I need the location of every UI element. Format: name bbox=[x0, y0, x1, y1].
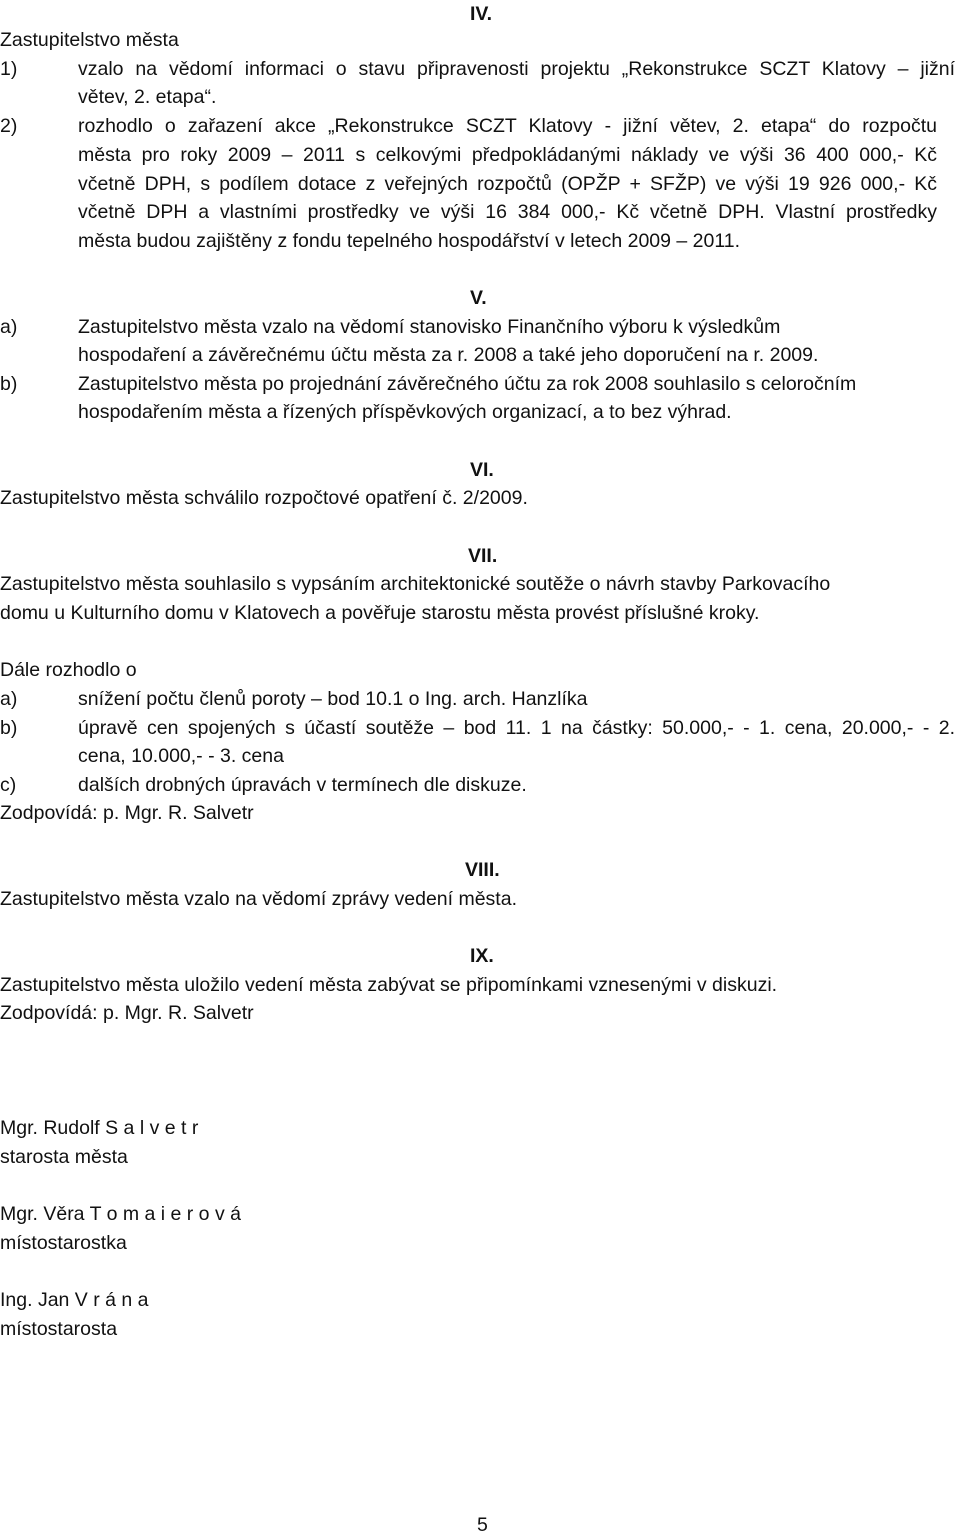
section-ix-text: Zastupitelstvo města uložilo vedení města zabývat se připomínkami vznesenými v diskuzi. bbox=[0, 974, 778, 996]
list-number: b) bbox=[0, 717, 18, 739]
list-item-line: Zastupitelstvo města po projednání závěrečného účtu za rok 2008 souhlasilo s celoročním bbox=[78, 373, 857, 395]
list-item-line: dalších drobných úpravách v termínech dle diskuze. bbox=[78, 774, 527, 796]
section-viii-text: Zastupitelstvo města vzalo na vědomí zprávy vedení města. bbox=[0, 888, 517, 910]
section-viii-heading: VIII. bbox=[465, 859, 500, 881]
page-number: 5 bbox=[477, 1514, 488, 1536]
list-number: a) bbox=[0, 688, 18, 710]
signature-name: Mgr. Věra T o m a i e r o v á bbox=[0, 1203, 241, 1225]
section-ix-responsible: Zodpovídá: p. Mgr. R. Salvetr bbox=[0, 1002, 254, 1024]
section-vii-line: Zastupitelstvo města souhlasilo s vypsáním architektonické soutěže o návrh stavby Parkovacího bbox=[0, 573, 831, 595]
list-number: c) bbox=[0, 774, 17, 796]
list-item-line: včetně DPH a vlastními prostředky ve výši 16 384 000,- Kč včetně DPH. Vlastní prostředky bbox=[78, 201, 937, 223]
signature-role: místostarosta bbox=[0, 1318, 118, 1340]
section-vi-text: Zastupitelstvo města schválilo rozpočtové opatření č. 2/2009. bbox=[0, 487, 528, 509]
list-item-line: města pro roky 2009 – 2011 s celkovými předpokládanými náklady ve výši 36 400 000,- Kč bbox=[78, 144, 937, 166]
section-vii-responsible: Zodpovídá: p. Mgr. R. Salvetr bbox=[0, 802, 254, 824]
section-iv-intro: Zastupitelstvo města bbox=[0, 29, 179, 51]
list-item-line: Zastupitelstvo města vzalo na vědomí stanovisko Finančního výboru k výsledkům bbox=[78, 316, 781, 338]
list-item-line: hospodaření a závěrečnému účtu města za r. 2008 a také jeho doporučení na r. 2009. bbox=[78, 344, 819, 366]
section-vii-decision-intro: Dále rozhodlo o bbox=[0, 659, 137, 681]
signature-name: Ing. Jan V r á n a bbox=[0, 1289, 149, 1311]
list-item-line: včetně DPH, s podílem dotace z veřejných rozpočtů (OPŽP + SFŽP) ve výši 19 926 000,- Kč bbox=[78, 173, 937, 195]
section-v-heading: V. bbox=[470, 287, 487, 309]
list-item-line: rozhodlo o zařazení akce „Rekonstrukce SCZT Klatovy - jižní větev, 2. etapa“ do rozpočtu bbox=[78, 115, 937, 137]
section-ix-heading: IX. bbox=[470, 945, 494, 967]
list-number: a) bbox=[0, 316, 18, 338]
list-number: 2) bbox=[0, 115, 18, 137]
list-item-line: cena, 10.000,- - 3. cena bbox=[78, 745, 284, 767]
signature-role: místostarostka bbox=[0, 1232, 127, 1254]
section-vi-heading: VI. bbox=[470, 459, 494, 481]
section-vii-heading: VII. bbox=[468, 545, 498, 567]
section-iv-heading: IV. bbox=[470, 3, 493, 25]
list-item-line: větev, 2. etapa“. bbox=[78, 86, 217, 108]
list-item-line: města budou zajištěny z fondu tepelného hospodářství v letech 2009 – 2011. bbox=[78, 230, 741, 252]
list-item-line: úpravě cen spojených s účastí soutěže – bod 11. 1 na částky: 50.000,- - 1. cena, 20.000,- - 2. bbox=[78, 717, 955, 739]
list-item-line: hospodařením města a řízených příspěvkových organizací, a to bez výhrad. bbox=[78, 401, 732, 423]
list-number: 1) bbox=[0, 58, 18, 80]
list-item-line: vzalo na vědomí informaci o stavu připravenosti projektu „Rekonstrukce SCZT Klatovy – jižní bbox=[78, 58, 955, 80]
section-vii-line: domu u Kulturního domu v Klatovech a pověřuje starostu města provést příslušné kroky. bbox=[0, 602, 760, 624]
list-number: b) bbox=[0, 373, 18, 395]
signature-name: Mgr. Rudolf S a l v e t r bbox=[0, 1117, 199, 1139]
signature-role: starosta města bbox=[0, 1146, 128, 1168]
list-item-line: snížení počtu členů poroty – bod 10.1 o Ing. arch. Hanzlíka bbox=[78, 688, 588, 710]
